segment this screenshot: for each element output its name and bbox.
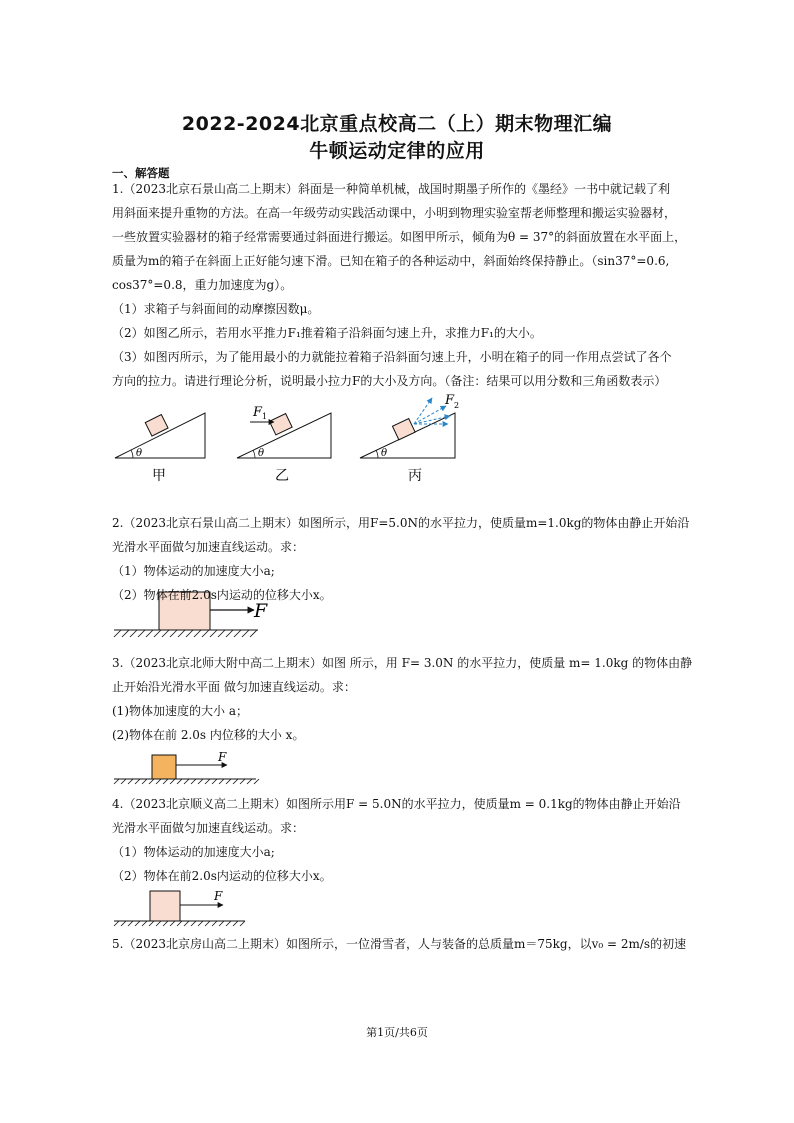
- ground-hatch-line: [194, 630, 201, 637]
- ground-hatch-line: [162, 630, 169, 637]
- q2-line-1: 2.（2023北京石景山高二上期末）如图所示，用F=5.0N的水平拉力，使质量m=1.0kg的物体由静止开始沿: [112, 516, 690, 530]
- ground-hatch-line: [135, 779, 140, 784]
- ground-hatch-line: [184, 921, 189, 926]
- ground-hatch-line: [250, 630, 257, 637]
- ground-hatch-line: [142, 779, 147, 784]
- q1-part-1: （1）求箱子与斜面间的动摩擦因数μ。: [112, 302, 320, 316]
- q1-line-5: cos37°=0.8，重力加速度为g）。: [112, 278, 293, 292]
- ground-hatch-line: [122, 630, 129, 637]
- ground-hatch-line: [114, 921, 119, 926]
- ground-hatch-line: [234, 630, 241, 637]
- q2-part-1: （1）物体运动的加速度大小a;: [112, 564, 275, 578]
- q3-line-2: 止开始沿光滑水平面 做匀加速直线运动。求：: [112, 680, 356, 694]
- figure-yi-incline: [237, 405, 331, 484]
- figure-caption-bing: 丙: [408, 468, 422, 484]
- ground-hatch-line: [202, 630, 209, 637]
- figure-bing-incline: [360, 393, 459, 484]
- ground-hatch-line: [177, 921, 182, 926]
- q3-force-label: F: [218, 750, 227, 764]
- q4-force-label: F: [214, 889, 223, 903]
- theta-label-yi: θ: [258, 448, 265, 459]
- ground-hatch-line: [186, 630, 193, 637]
- ground-hatch-line: [170, 779, 175, 784]
- force-f1-label: F: [253, 405, 263, 420]
- force-f2-subscript: 2: [454, 401, 460, 410]
- ground-hatch-line: [146, 630, 153, 637]
- q4-part-2: （2）物体在前2.0s内运动的位移大小x。: [112, 869, 332, 883]
- q1-line-3: 一些放置实验器材的箱子经常需要通过斜面进行搬运。如图甲所示，倾角为θ = 37°的斜面放置在水平面上，: [112, 230, 687, 244]
- question-4: [112, 792, 692, 888]
- ground-hatch-line: [184, 779, 189, 784]
- q2-line-2: 光滑水平面做匀加速直线运动。求：: [112, 540, 305, 554]
- ground-hatch-line: [226, 779, 231, 784]
- ground-hatch-line: [191, 921, 196, 926]
- q1-line-2: 用斜面来提升重物的方法。在高一年级劳动实践活动课中，小明到物理实验室帮老师整理和搬运实验器材，: [112, 206, 677, 220]
- ground-hatch-line: [212, 921, 217, 926]
- ground-hatch-line: [163, 779, 168, 784]
- question-2: [112, 511, 692, 607]
- ground-hatch-line: [128, 779, 133, 784]
- ground-hatch-line: [240, 921, 245, 926]
- ground-hatch-line: [205, 779, 210, 784]
- ground-hatch-line: [226, 921, 231, 926]
- ground-hatch-line: [219, 921, 224, 926]
- force-f2-label: F: [445, 393, 455, 408]
- ground-hatch-line: [178, 630, 185, 637]
- ground-hatch-line: [198, 779, 203, 784]
- ground-hatch-line: [121, 921, 126, 926]
- q4-figure: [114, 889, 245, 926]
- document-subtitle: 牛顿运动定律的应用: [309, 140, 485, 162]
- ground-hatch-line: [170, 630, 177, 637]
- ground-hatch-line: [149, 921, 154, 926]
- q3-line-1: 3.（2023北京北师大附中高二上期末）如图 所示，用 F= 3.0N 的水平拉力，使质量 m= 1.0kg 的物体由静: [112, 656, 692, 670]
- ground-hatch-line: [226, 630, 233, 637]
- page-footer: 第1页/共6页: [366, 1026, 428, 1039]
- ground-hatch-line: [156, 921, 161, 926]
- q4-line-2: 光滑水平面做匀加速直线运动。求：: [112, 821, 305, 835]
- figure-caption-jia: 甲: [152, 468, 166, 484]
- q3-figure: [114, 750, 259, 784]
- q1-line-4: 质量为m的箱子在斜面上正好能匀速下滑。已知在箱子的各种运动中，斜面始终保持静止。（sin37°=0.6,: [112, 254, 670, 268]
- ground-hatch-line: [240, 779, 245, 784]
- ground-hatch-line: [242, 630, 249, 637]
- ground-hatch-line: [205, 921, 210, 926]
- ground-hatch-line: [149, 779, 154, 784]
- figure-caption-yi: 乙: [275, 468, 289, 484]
- ground-hatch-line: [210, 630, 217, 637]
- theta-label-bing: θ: [381, 448, 388, 459]
- ground-hatch-line: [135, 921, 140, 926]
- ground-hatch-line: [154, 630, 161, 637]
- section-heading: 一、解答题: [112, 166, 170, 180]
- q2-force-label: F: [254, 600, 268, 622]
- ground-hatch-line: [191, 779, 196, 784]
- ground-hatch-line: [114, 630, 121, 637]
- ground-hatch-line: [254, 779, 259, 784]
- force-f1-subscript: 1: [262, 412, 268, 421]
- figure-jia-incline: [115, 413, 205, 484]
- ground-hatch-line: [177, 779, 182, 784]
- ground-hatch-line: [121, 779, 126, 784]
- q2-part-2: （2）物体在前2.0s内运动的位移大小x。: [112, 588, 332, 602]
- q4-part-1: （1）物体运动的加速度大小a;: [112, 845, 275, 859]
- q1-part-2: （2）如图乙所示，若用水平推力F₁推着箱子沿斜面匀速上升，求推力F₁的大小。: [112, 326, 542, 340]
- question-3: [112, 651, 692, 747]
- ground-hatch-line: [128, 921, 133, 926]
- q3-part-1: (1)物体加速度的大小 a；: [112, 704, 248, 718]
- ground-hatch-line: [247, 779, 252, 784]
- ground-hatch-line: [163, 921, 168, 926]
- q1-part-3b: 方向的拉力。请进行理论分析，说明最小拉力F的大小及方向。（备注：结果可以用分数和三角函数表示）: [112, 374, 667, 388]
- q3-part-2: (2)物体在前 2.0s 内位移的大小 x。: [112, 728, 305, 742]
- ground-hatch-line: [219, 779, 224, 784]
- ground-hatch-line: [233, 921, 238, 926]
- ground-hatch-line: [142, 921, 147, 926]
- ground-hatch-line: [218, 630, 225, 637]
- ground-hatch-line: [114, 779, 119, 784]
- q1-line-1: 1.（2023北京石景山高二上期末）斜面是一种简单机械，战国时期墨子所作的《墨经》一书中就记载了利: [112, 182, 670, 196]
- theta-label-jia: θ: [136, 448, 143, 459]
- ground-hatch-line: [138, 630, 145, 637]
- ground-hatch-line: [170, 921, 175, 926]
- q1-part-3a: （3）如图丙所示，为了能用最小的力就能拉着箱子沿斜面匀速上升，小明在箱子的同一作用点尝试了各个: [112, 350, 672, 364]
- ground-hatch-line: [198, 921, 203, 926]
- question-5: [112, 932, 692, 956]
- q5-line-1: 5.（2023北京房山高二上期末）如图所示，一位滑雪者，人与装备的总质量m＝75kg，以v₀ = 2m/s的初速: [112, 937, 687, 951]
- ground-hatch-line: [156, 779, 161, 784]
- document-title: 2022-2024北京重点校高二（上）期末物理汇编: [181, 113, 613, 135]
- ground-hatch-line: [233, 779, 238, 784]
- ground-hatch-line: [212, 779, 217, 784]
- ground-hatch-line: [130, 630, 137, 637]
- q4-line-1: 4.（2023北京顺义高二上期末）如图所示用F = 5.0N的水平拉力，使质量m = 0.1kg的物体由静止开始沿: [112, 797, 681, 811]
